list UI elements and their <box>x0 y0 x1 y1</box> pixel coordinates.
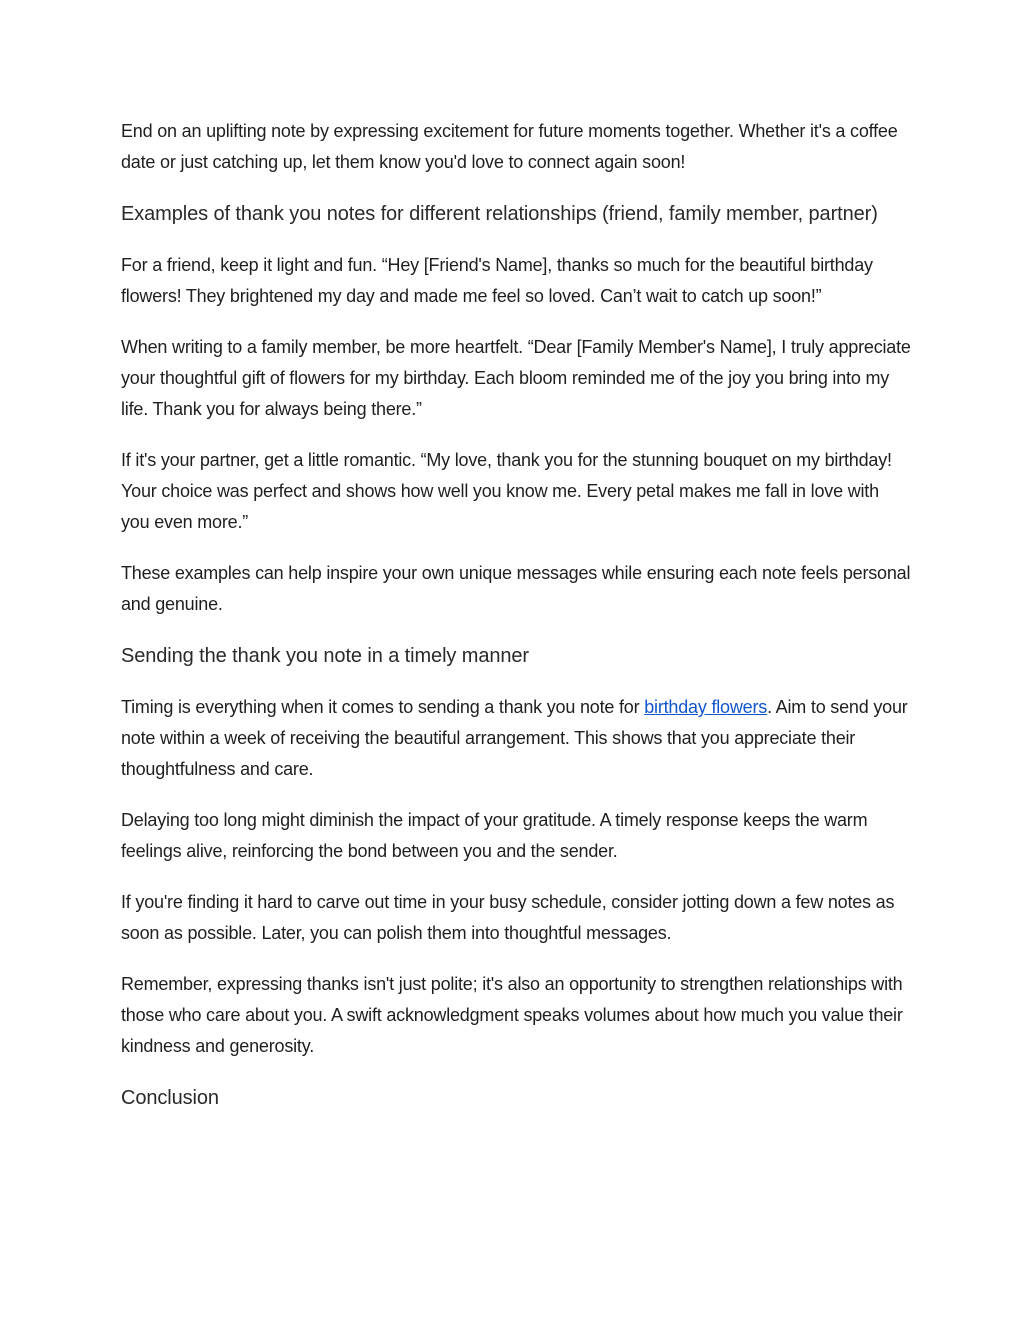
heading-conclusion: Conclusion <box>121 1087 219 1109</box>
birthday-flowers-link[interactable]: birthday flowers <box>644 697 768 717</box>
paragraph-partner-example: If it's your partner, get a little romantic. “My love, thank you for the stunning bouquet on my birthday! Your choice was perfect and shows how well you know me. Every petal makes me fall in love with you even more.” <box>121 450 892 532</box>
heading-examples: Examples of thank you notes for different relationships (friend, family member, partner) <box>121 203 878 225</box>
timing-text-after: . Aim to send your note within a week of receiving the beautiful arrangement. This shows that you appreciate their thoughtfulness and care. <box>121 697 908 779</box>
document-page <box>121 116 911 1134</box>
paragraph-remember: Remember, expressing thanks isn't just polite; it's also an opportunity to strengthen relationships with those who care about you. A swift acknowledgment speaks volumes about how much you value their kindness and generosity. <box>121 974 903 1056</box>
paragraph-timing <box>121 692 911 785</box>
paragraph-delay: Delaying too long might diminish the impact of your gratitude. A timely response keeps the warm feelings alive, reinforcing the bond between you and the sender. <box>121 810 868 861</box>
paragraph-examples-help: These examples can help inspire your own unique messages while ensuring each note feels personal and genuine. <box>121 563 911 614</box>
timing-text-before: Timing is everything when it comes to sending a thank you note for <box>121 697 645 717</box>
heading-timely-manner: Sending the thank you note in a timely manner <box>121 645 529 667</box>
paragraph-closing-note: End on an uplifting note by expressing excitement for future moments together. Whether it's a coffee date or just catching up, let them know you'd love to connect again soon! <box>121 121 898 172</box>
paragraph-busy-schedule: If you're finding it hard to carve out time in your busy schedule, consider jotting down a few notes as soon as possible. Later, you can polish them into thoughtful messages. <box>121 892 895 943</box>
paragraph-family-example: When writing to a family member, be more heartfelt. “Dear [Family Member's Name], I truly appreciate your thoughtful gift of flowers for my birthday. Each bloom reminded me of the joy you bring into my life. Thank you for always being there.” <box>121 337 911 419</box>
paragraph-friend-example: For a friend, keep it light and fun. “Hey [Friend's Name], thanks so much for the beautiful birthday flowers! They brightened my day and made me feel so loved. Can’t wait to catch up soon!” <box>121 255 873 306</box>
